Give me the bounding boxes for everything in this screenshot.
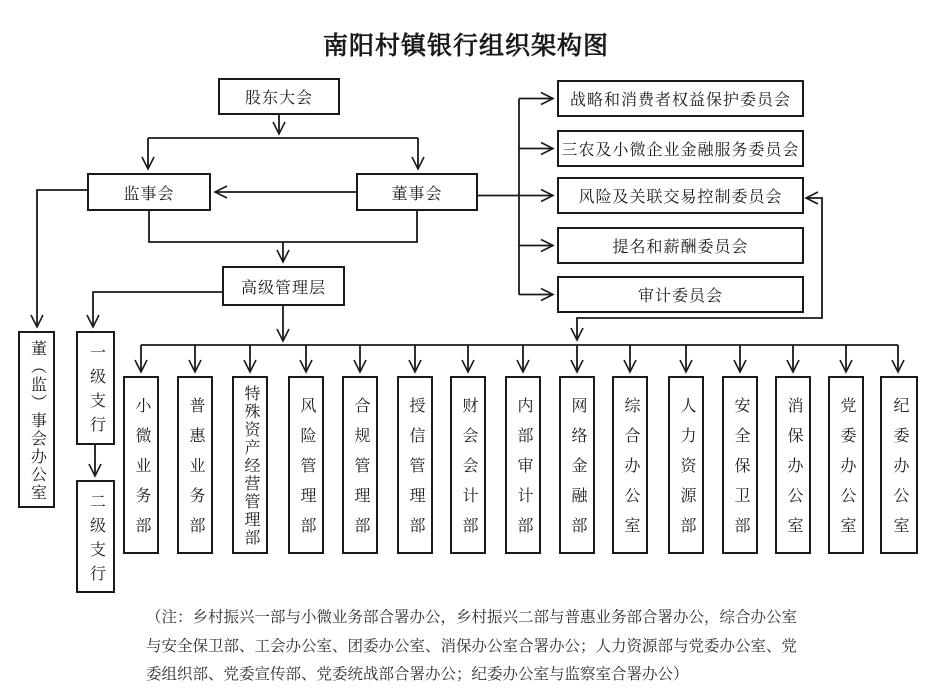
dept-label: 风险管理部	[298, 397, 315, 547]
dept-general-office	[612, 376, 648, 554]
dept-label: 网络金融部	[569, 397, 586, 547]
dept-small-micro-business	[123, 376, 159, 554]
dept-label: 内部审计部	[515, 397, 532, 547]
dept-consumer-protection-office	[775, 376, 811, 554]
dept-credit-management	[397, 376, 433, 554]
node-board-of-directors: 董事会	[356, 173, 478, 211]
dept-label: 消保办公室	[785, 397, 802, 547]
dept-label: 授信管理部	[407, 397, 424, 547]
dept-label: 党委办公室	[838, 397, 855, 547]
dept-inclusive-finance-business	[177, 376, 213, 554]
committee-nomination-remuneration: 提名和薪酬委员会	[557, 227, 804, 264]
node-level2-branch	[76, 480, 115, 593]
node-level1-branch	[76, 331, 115, 445]
dept-label: 纪委办公室	[891, 397, 908, 547]
node-senior-management: 高级管理层	[222, 266, 345, 306]
dept-label: 人力资源部	[678, 397, 695, 547]
dept-label: 综合办公室	[622, 397, 639, 547]
dept-special-assets-management	[232, 376, 268, 554]
node-label: 一级支行	[87, 344, 105, 440]
committee-audit: 审计委员会	[557, 276, 804, 313]
chart-title: 南阳村镇银行组织架构图	[322, 33, 609, 60]
committee-risk-related-transaction-control: 风险及关联交易控制委员会	[557, 177, 804, 214]
dept-discipline-inspection-office	[880, 376, 918, 554]
dept-risk-management	[288, 376, 324, 554]
footnote-line: 与安全保卫部、工会办公室、团委办公室、消保办公室合署办公；人力资源部与党委办公室、党	[146, 637, 798, 655]
node-board-office	[18, 331, 55, 508]
footnote	[146, 604, 797, 690]
dept-finance-accounting	[450, 376, 486, 554]
dept-internal-audit	[505, 376, 541, 554]
node-label: 二级支行	[87, 492, 105, 589]
dept-label: 小微业务部	[133, 397, 150, 547]
dept-internet-finance	[559, 376, 595, 554]
dept-label: 财会会计部	[460, 397, 477, 547]
node-label: 董（监）事会办公室	[28, 339, 46, 502]
node-board-of-supervisors: 监事会	[87, 173, 211, 211]
footnote-line: 委组织部、党委宣传部、党委统战部合署办公；纪委办公室与监察室合署办公）	[146, 666, 689, 683]
dept-compliance-management	[342, 376, 378, 554]
footnote-line: （注：乡村振兴一部与小微业务部合署办公，乡村振兴二部与普惠业务部合署办公，综合办公室	[146, 609, 798, 626]
dept-human-resources	[668, 376, 704, 554]
committee-strategy-consumer-protection: 战略和消费者权益保护委员会	[557, 80, 804, 117]
dept-label: 特殊资产经营管理部	[242, 385, 259, 547]
dept-label: 安全保卫部	[732, 397, 749, 547]
dept-label: 普惠业务部	[187, 397, 204, 547]
dept-security-defense	[722, 376, 758, 554]
committee-agriculture-small-micro-finance: 三农及小微企业金融服务委员会	[557, 130, 804, 167]
dept-label: 合规管理部	[352, 397, 369, 547]
node-shareholders-meeting: 股东大会	[218, 78, 340, 115]
dept-party-committee-office	[828, 376, 864, 554]
